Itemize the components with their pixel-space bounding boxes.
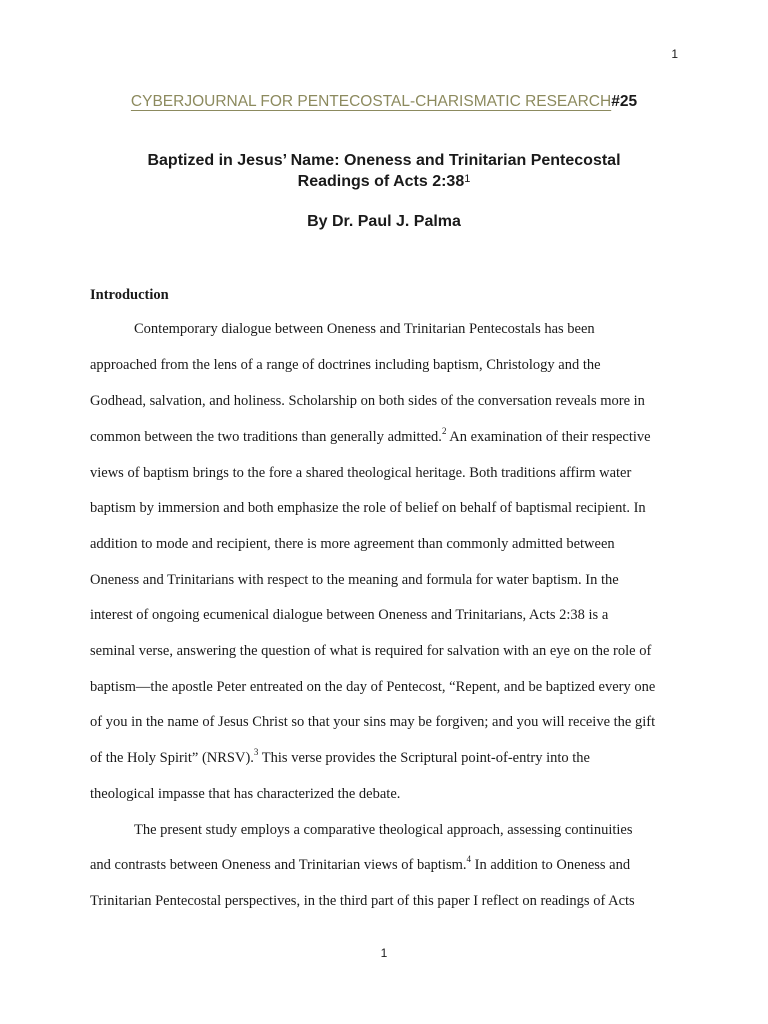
- line-text: approached from the lens of a range of doctrines including baptism, Christology and the: [90, 357, 601, 373]
- body-line: [90, 607, 608, 624]
- issue-number: #25: [611, 93, 638, 110]
- footnote-ref[interactable]: 4: [466, 854, 472, 864]
- line-text: and contrasts between Oneness and Trinitarian views of baptism.: [90, 857, 467, 873]
- body-line: [134, 321, 595, 338]
- body-line: [90, 893, 635, 910]
- body-line: [90, 465, 631, 482]
- body-line: [90, 500, 646, 517]
- body-line: [90, 643, 651, 660]
- line-text: Contemporary dialogue between Oneness and Trinitarian Pentecostals has been: [134, 321, 595, 337]
- article-title: [100, 150, 668, 192]
- section-heading: Introduction: [90, 287, 169, 303]
- footnote-ref[interactable]: 2: [441, 426, 447, 436]
- line-text: theological impasse that has characterized the debate.: [90, 786, 401, 802]
- line-text: views of baptism brings to the fore a shared theological heritage. Both traditions affirm water: [90, 465, 632, 481]
- line-text: This verse provides the Scriptural point-of-entry into the: [258, 750, 590, 766]
- line-text: common between the two traditions than generally admitted.: [90, 429, 442, 445]
- line-text: baptism—the apostle Peter entreated on the day of Pentecost, “Repent, and be baptized every one: [90, 679, 656, 695]
- body-line: [90, 747, 590, 767]
- line-text: of you in the name of Jesus Christ so that your sins may be forgiven; and you will receive the gift: [90, 714, 656, 730]
- title-footnote-ref[interactable]: 1: [464, 173, 471, 185]
- line-text: The present study employs a comparative theological approach, assessing continuities: [134, 822, 633, 838]
- line-text: addition to mode and recipient, there is more agreement than commonly admitted between: [90, 536, 615, 552]
- line-text: seminal verse, answering the question of what is required for salvation with an eye on the role of: [90, 643, 652, 659]
- body-line: [90, 357, 601, 374]
- body-line: [90, 679, 655, 696]
- journal-header: [0, 93, 768, 111]
- author-byline: By Dr. Paul J. Palma: [307, 213, 461, 230]
- body-line: [90, 714, 655, 731]
- body-line: [90, 426, 651, 446]
- title-line-1: Baptized in Jesus’ Name: Oneness and Trinitarian Pentecostal: [147, 152, 621, 169]
- header-page-number: 1: [671, 47, 678, 61]
- footer-page-number: 1: [380, 946, 388, 960]
- line-text: In addition to Oneness and: [471, 857, 631, 873]
- body-line: [90, 572, 619, 589]
- line-text: Godhead, salvation, and holiness. Scholarship on both sides of the conversation reveals more in: [90, 393, 645, 409]
- line-text: Trinitarian Pentecostal perspectives, in the third part of this paper I reflect on readings of Acts: [90, 893, 635, 909]
- body-line: [90, 854, 631, 874]
- body-line: [134, 822, 633, 839]
- footnote-ref[interactable]: 3: [253, 747, 259, 757]
- line-text: interest of ongoing ecumenical dialogue between Oneness and Trinitarians, Acts 2:38 is a: [90, 607, 609, 623]
- body-line: [90, 393, 645, 410]
- line-text: An examination of their respective: [446, 429, 651, 445]
- line-text: Oneness and Trinitarians with respect to the meaning and formula for water baptism. In the: [90, 572, 619, 588]
- line-text: baptism by immersion and both emphasize the role of belief on behalf of baptismal recipient. In: [90, 500, 646, 516]
- body-line: [90, 536, 615, 553]
- journal-link[interactable]: CYBERJOURNAL FOR PENTECOSTAL-CHARISMATIC RESEARCH: [130, 93, 612, 110]
- body-line: [90, 786, 400, 803]
- line-text: of the Holy Spirit” (NRSV).: [90, 750, 254, 766]
- title-line-2: Readings of Acts 2:38: [297, 173, 465, 190]
